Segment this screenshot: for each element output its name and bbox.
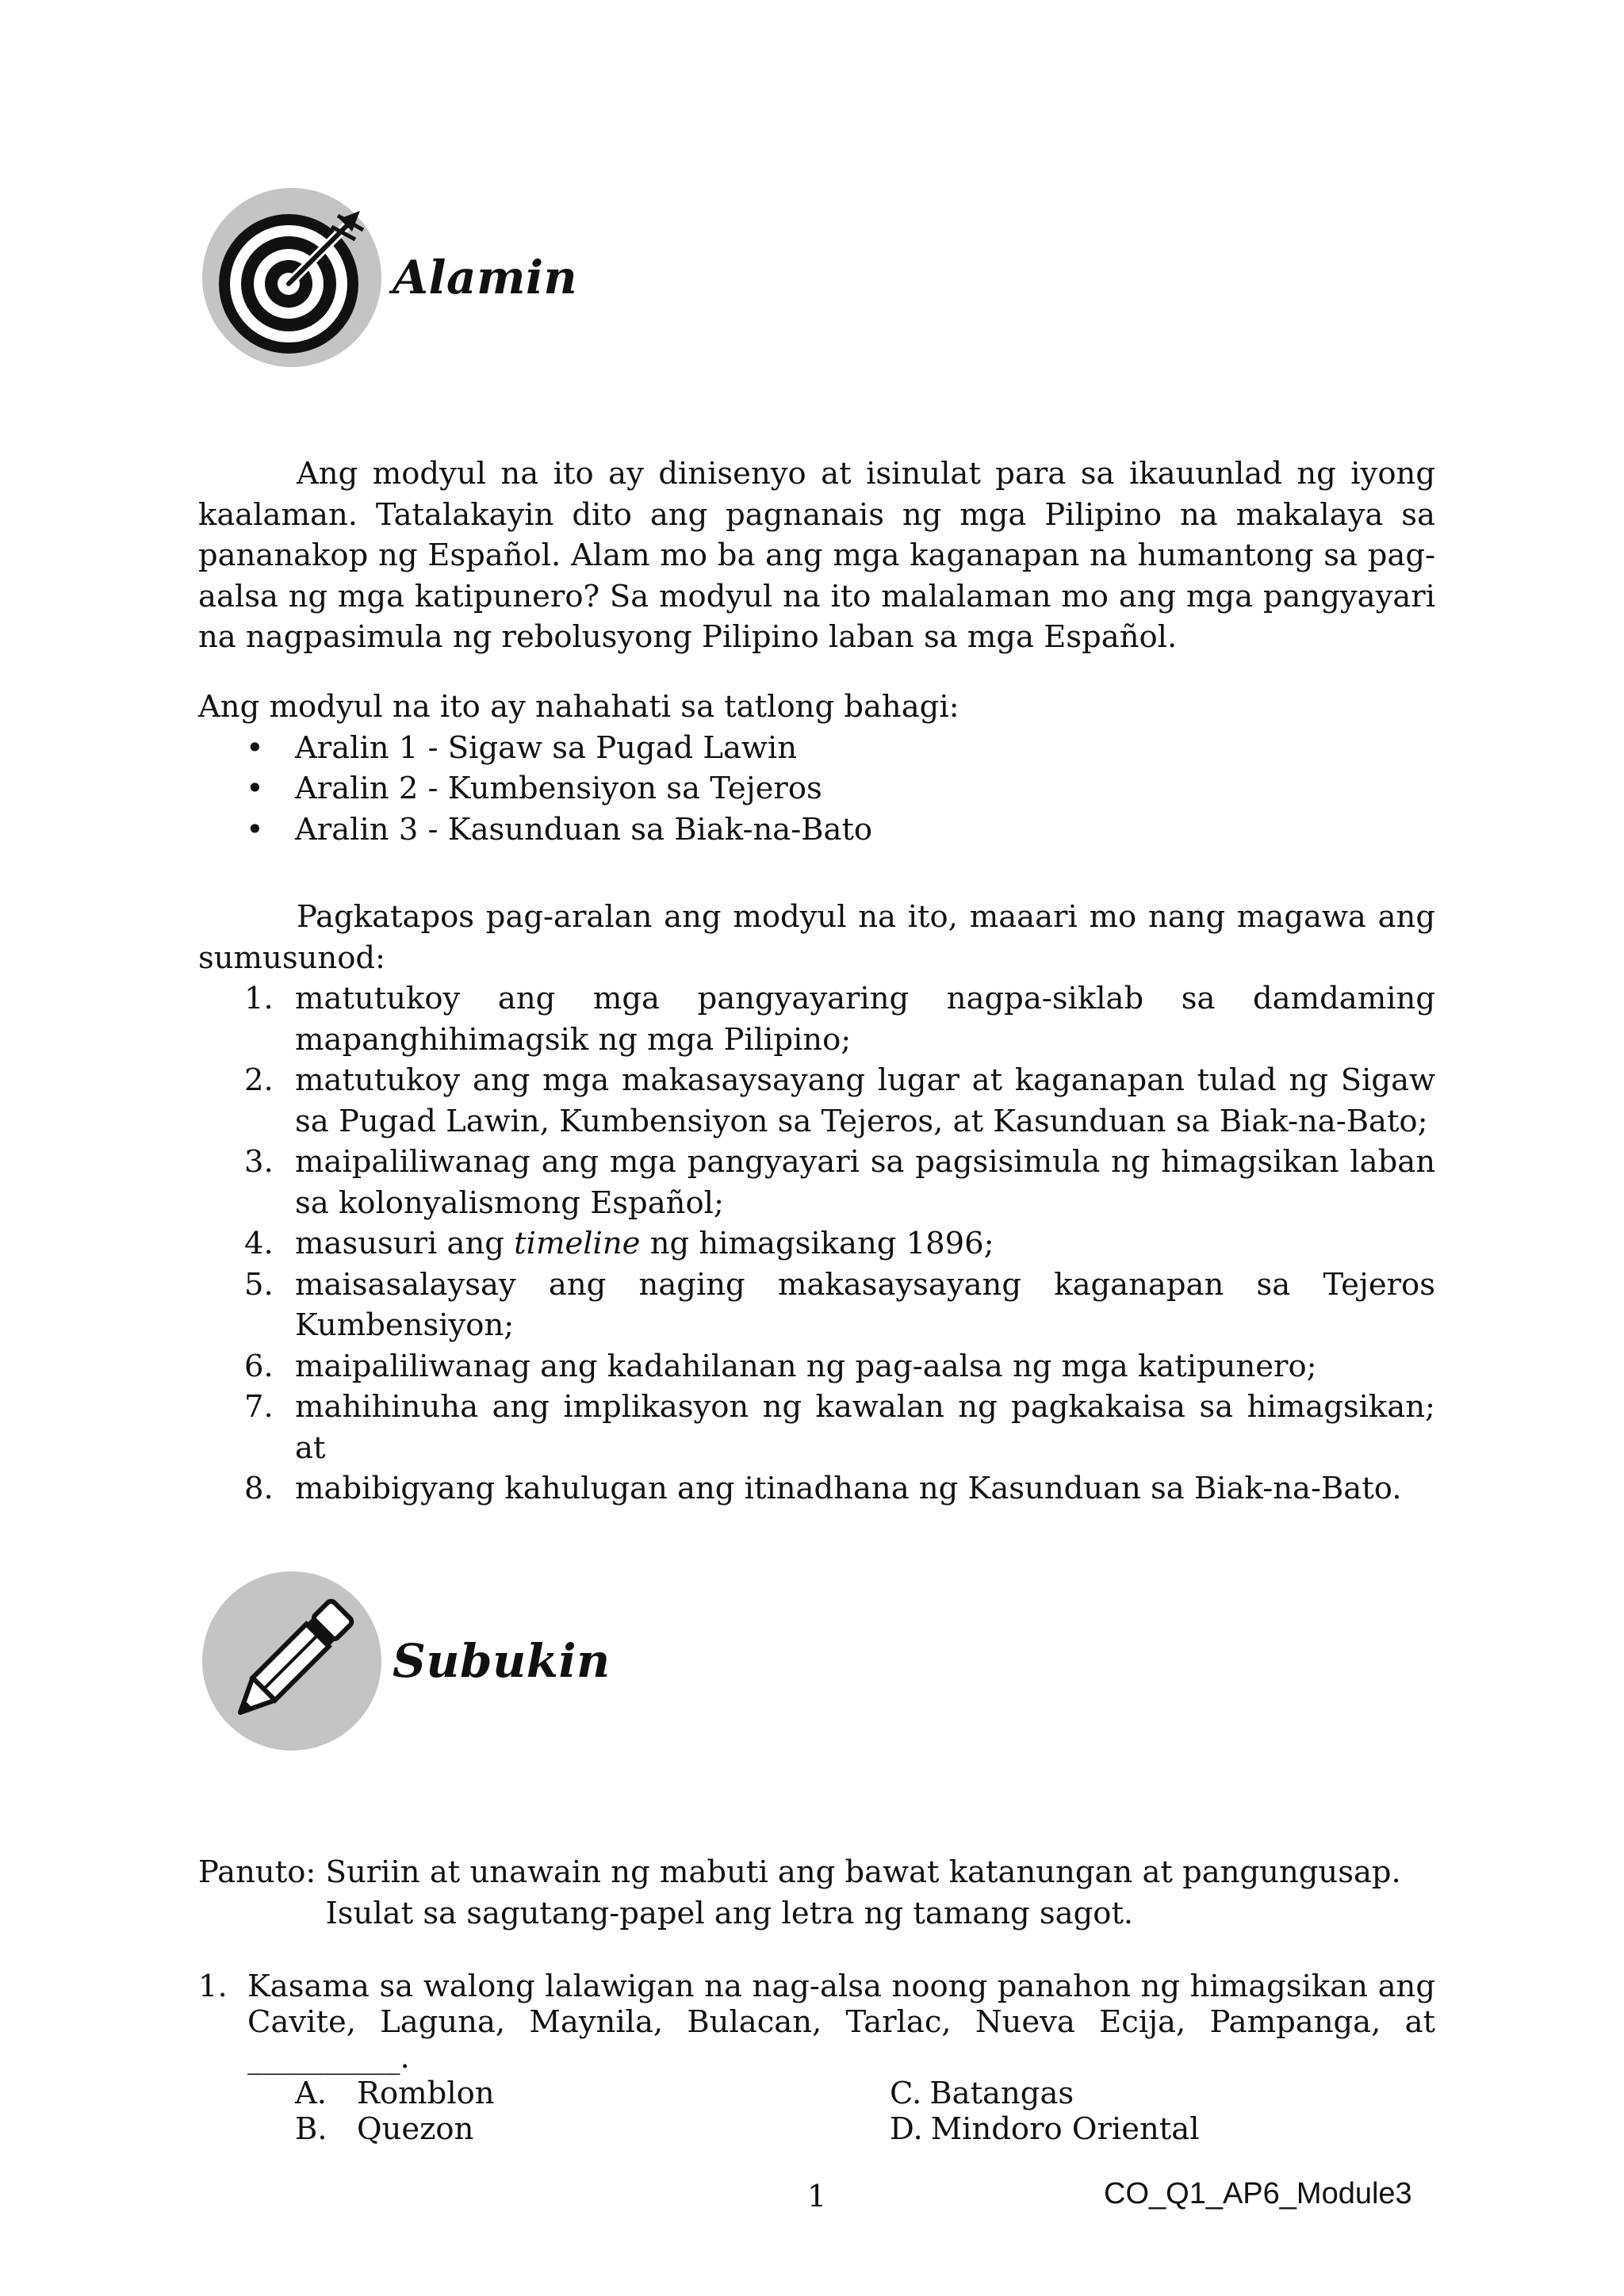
subukin-header: [202, 1566, 611, 1756]
panuto-text: Suriin at unawain ng mabuti ang bawat katanungan at pangungusap. Isulat sa sagutang-papel ang letra ng tamang sagot.: [325, 1854, 1401, 1931]
alamin-body: [198, 453, 1435, 658]
module-code: CO_Q1_AP6_Module3: [1104, 2177, 1412, 2210]
list-item: 2. matutukoy ang mga makasaysayang lugar at kaganapan tulad ng Sigaw sa Pugad Lawin, Kumbensiyon sa Tejeros, at Kasunduan sa Biak-na-Bato;: [244, 1062, 1435, 1139]
list-item: 7. mahihinuha ang implikasyon ng kawalan ng pagkakaisa sa himagsikan; at: [244, 1389, 1435, 1466]
option-c: C. Batangas: [890, 2076, 1074, 2111]
target-icon: [202, 188, 381, 367]
parts-list: [198, 728, 1435, 851]
alamin-header: [202, 182, 577, 373]
panuto-instructions: [198, 1852, 1435, 1934]
intro-paragraph: Ang modyul na ito ay dinisenyo at isinulat para sa ikauunlad ng iyong kaalaman. Tatalakayin dito ang pagnanais ng mga Pilipino na makalaya sa pananakop ng Español. Alam mo ba ang mga kaganapan na humantong sa pag-aalsa ng mga katipunero? Sa modyul na ito malalaman mo ang mga pangyayari na nagpasimula ng rebolusyong Pilipino laban sa mga Español.: [198, 456, 1435, 655]
objectives-section: [198, 897, 1435, 1510]
option-b: B. Quezon: [295, 2111, 474, 2147]
option-a: A. Romblon: [295, 2076, 495, 2111]
subukin-title: Subukin: [393, 1634, 611, 1688]
panuto-label: Panuto:: [198, 1854, 316, 1890]
list-item: 6. maipaliliwanag ang kadahilanan ng pag-aalsa ng mga katipunero;: [244, 1348, 1317, 1384]
option-d: D. Mindoro Oriental: [890, 2111, 1200, 2147]
list-item: 3. maipaliliwanag ang mga pangyayari sa pagsisimula ng himagsikan laban sa kolonyalismong Español;: [244, 1144, 1435, 1221]
list-item: 8. mabibigyang kahulugan ang itinadhana ng Kasunduan sa Biak-na-Bato.: [244, 1471, 1402, 1506]
list-item: 4. masusuri ang timeline ng himagsikang 1896;: [244, 1226, 994, 1261]
question-text: Kasama sa walong lalawigan na nag-alsa noong panahon ng himagsikan ang Cavite, Laguna, Maynila, Bulacan, Tarlac, Nueva Ecija, Pampanga, at __________.: [247, 1969, 1435, 2076]
list-item: • Aralin 1 - Sigaw sa Pugad Lawin: [198, 728, 1435, 769]
pencil-icon: [202, 1571, 381, 1751]
list-item: 1. matutukoy ang mga pangyayaring nagpa-siklab sa damdaming mapanghihimagsik ng mga Pilipino;: [244, 981, 1435, 1058]
answer-options: [295, 2076, 1435, 2147]
question-number: 1.: [198, 1969, 228, 2004]
alamin-title: Alamin: [393, 251, 578, 304]
list-item: 5. maisasalaysay ang naging makasaysayang kaganapan sa Tejeros Kumbensiyon;: [244, 1266, 1435, 1343]
parts-intro: Ang modyul na ito ay nahahati sa tatlong bahagi:: [198, 689, 959, 725]
list-item: • Aralin 3 - Kasunduan sa Biak-na-Bato: [198, 809, 1435, 851]
parts-section: [198, 687, 1435, 850]
list-item: • Aralin 2 - Kumbensiyon sa Tejeros: [198, 768, 1435, 809]
objectives-intro: Pagkatapos pag-aralan ang modyul na ito, maaari mo nang magawa ang sumusunod:: [198, 899, 1435, 976]
objectives-list: [198, 978, 1435, 1510]
page-number: 1: [807, 2179, 827, 2214]
question-1: [198, 1969, 1435, 2147]
